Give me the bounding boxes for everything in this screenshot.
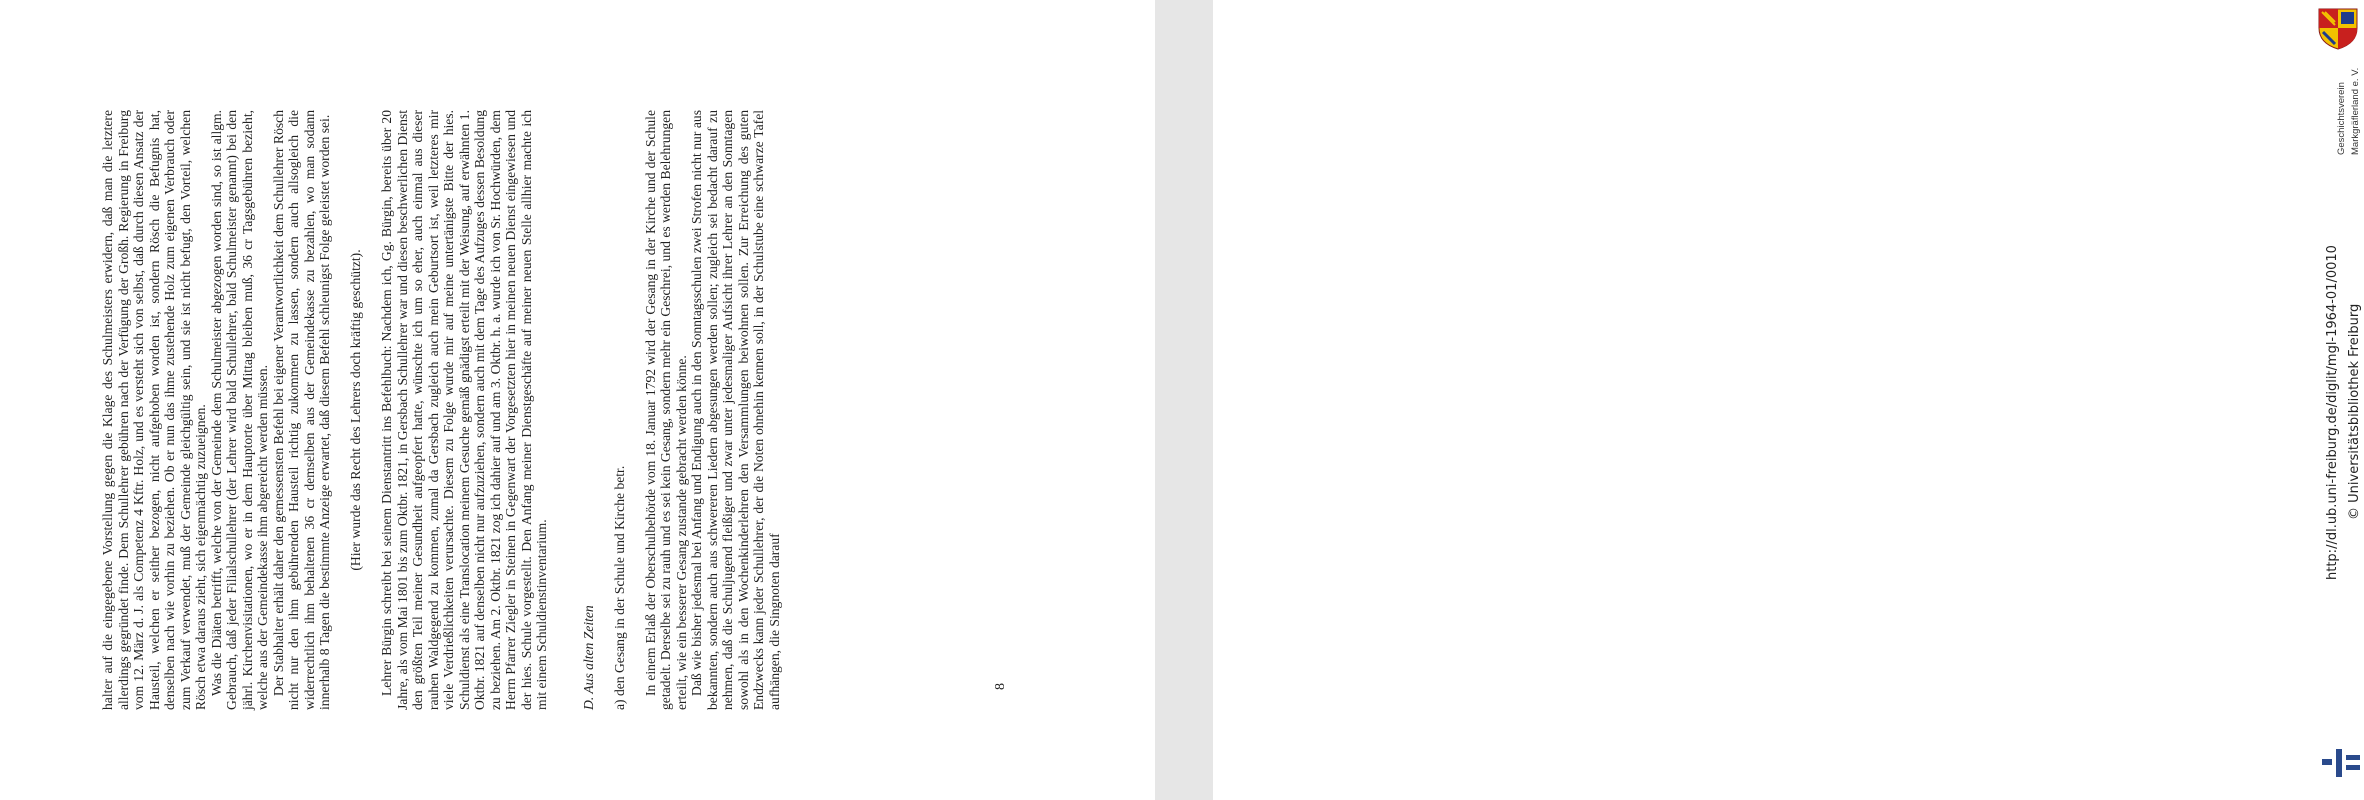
society-name-line1: Geschichtsverein <box>2336 82 2347 155</box>
subsection-heading: a) den Gesang in der Schule und Kirche betr. <box>611 465 627 710</box>
page-text-block <box>100 110 980 710</box>
copyright-notice: © Universitätsbibliothek Freiburg <box>2347 303 2362 520</box>
centered-note: (Hier wurde das Recht des Lehrers doch kräftig geschützt). <box>348 249 363 571</box>
section-heading: D. Aus alten Zeiten <box>580 605 596 710</box>
page-number: 8 <box>993 683 1008 690</box>
paragraph: Lehrer Bürgin schreibt bei seinem Dienstantritt ins Befehlbuch: Nachdem ich, Gg. Bürgin, bereits über 20 Jahre, als vom Mai 1801 bis zum Oktbr. 1821, in Gersbach Schullehrer war und diesen beschwerlichen Dienst den größten Teil meiner Gesundheit aufgeopfert hatte, wünschte ich um so eher, auch einmal aus dieser rauhen Waldgegend zu kommen, zumal da Gersbach zugleich auch mein Geburtsort ist, weil letzteres mir viele Verdrießlichkeiten verursachte. Diesem zu Folge wurde mir auf meine untertänigste Bitte der hies. Schuldienst als eine Translocation meinem Gesuche gemäß gnädigst erteilt mit der Weisung, auf erwähnten 1. Oktbr. 1821 auf denselben nicht nur aufzuziehen, sondern auch mit dem Tage des Aufzuges dessen Besoldung zu beziehen. Am 2. Oktbr. 1821 zog ich dahier auf und am 3. Oktbr. h. a. wurde ich von Sr. Hochwürden, dem Herrn Pfarrer Ziegler in Steinen in Gegenwart der Vorgesetzten hier in meinen neuen Dienst eingewiesen und der hies. Schule vorgestellt. Den Anfang meiner Dienstgeschäfte auf meiner neuen Stelle allhier machte ich mit einem Schuldienstinventarium. <box>379 110 549 710</box>
paragraph: Daß wie bisher jedesmal bei Anfang und Endigung auch in den Sonntagsschulen zwei Strofen nicht nur aus bekannten, sondern auch aus schwereren Liedern abgesungen werden sollen; zugleich sei bedacht darauf zu nehmen, daß die Schuljugend fleißiger und zwar unter jedesmaliger Aufsicht ihrer Lehrer an den Sonntagen sowohl als in den Wochenkinderlehren den Versammlungen beiwohnen sollen. Zur Erreichung des guten Endzwecks kann jeder Schullehrer, der die Noten ohnehin kennen soll, in der Schulstube eine schwarze Tafel aufhängen, die Singnoten darauf <box>689 110 782 710</box>
paragraph: Der Stabhalter erhält daher den gemessensten Befehl bei eigener Verantwortlichkeit dem Schullehrer Rösch nicht nur den ihm gebührenden Hausteil richtig zukommen zu lassen, sondern auch allsogleich die widerrechtlich ihm behaltenen 36 cr demselben aus der Gemeindekasse zu bezahlen, wo man sodann innerhalb 8 Tagen die bestimmte Anzeige erwartet, daß diesem Befehl schleunigst Folge geleistet worden sei. <box>270 110 332 710</box>
coat-of-arms-logo <box>2315 6 2361 50</box>
source-url-link[interactable]: http://dl.ub.uni-freiburg.de/diglit/mgl-1964-01/0010 <box>2325 245 2340 580</box>
university-library-logo <box>2318 745 2364 781</box>
paragraph: Was die Diäten betrifft, welche von der Gemeinde dem Schulmeister abgezogen worden sind, so ist allgm. Gebrauch, daß jeder Filialschullehrer (der Lehrer wird bald Schullehrer, bald Schulmeister genannt) bei den jährl. Kirchenvisitationen, wo er in dem Hauptorte über Mittag bleiben muß, 36 cr Tagsgebühren bezieht, welche aus der Gemeindekasse ihm abgereicht werden müssen. <box>208 110 270 710</box>
library-sidebar <box>1155 0 2362 800</box>
paragraph: In einem Erlaß der Oberschulbehörde vom 18. Januar 1792 wird der Gesang in der Kirche und der Schule getadelt. Derselbe sei zu rauh und es sei kein Gesang, sondern mehr ein Geschrei, und es werden Belehrungen erteilt, wie ein besserer Gesang zustande gebracht werden könne. <box>642 110 689 710</box>
society-name-line2: Markgräflerland e. V. <box>2350 67 2361 155</box>
paragraph: halter auf die eingegebene Vorstellung gegen die Klage des Schulmeisters erwidern, daß man die letztere allerdings gegründet finde. Dem Schullehrer gebühren nach der Verfügung der Großh. Regierung in Freiburg vom 12. März d. J. als Competenz 4 Kftr. Holz, und es versteht sich von selbst, daß durch diesen Ansatz der Hausteil, welchen er seither bezogen, nicht aufgehoben worden ist, sondern Rösch die Befugnis hat, denselben nach wie vorhin zu beziehen. Ob er nun das ihme zustehende Holz zum eigenen Verbrauch oder zum Verkauf verwendet, muß der Gemeinde gleichgültig sein, und sie ist nicht befugt, den Vorteil, welchen Rösch etwa daraus zieht, sich eigenmächtig zuzueignen. <box>100 110 208 710</box>
